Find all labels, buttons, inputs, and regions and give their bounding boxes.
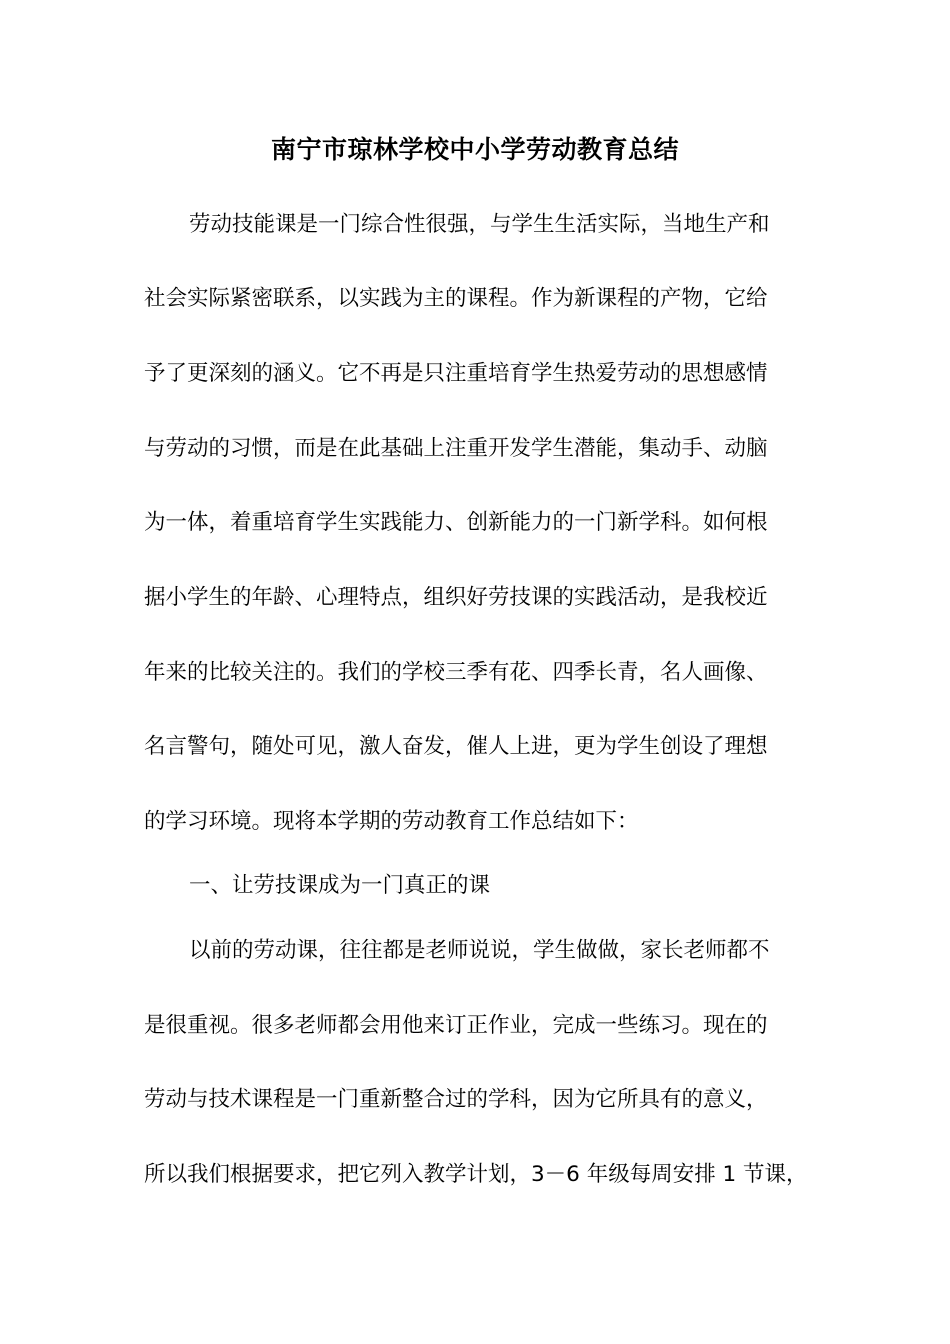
paragraph-line: 名言警句，随处可见，激人奋发，催人上进，更为学生创设了理想	[144, 734, 768, 759]
paragraph-line: 社会实际紧密联系，以实践为主的课程。作为新课程的产物，它给	[144, 286, 768, 311]
section-heading: 一、让劳技课成为一门真正的课	[189, 873, 491, 898]
paragraph-line: 予了更深刻的涵义。它不再是只注重培育学生热爱劳动的思想感情	[144, 361, 768, 386]
paragraph-line: 与劳动的习惯，而是在此基础上注重开发学生潜能，集动手、动脑	[144, 436, 768, 461]
paragraph-line: 据小学生的年龄、心理特点，组织好劳技课的实践活动，是我校近	[144, 585, 768, 610]
paragraph-line: 以前的劳动课，往往都是老师说说，学生做做，家长老师都不	[189, 938, 770, 963]
paragraph-line: 是很重视。很多老师都会用他来订正作业，完成一些练习。现在的	[144, 1013, 768, 1038]
paragraph-line: 所以我们根据要求，把它列入教学计划，3－6 年级每周安排 1 节课，	[144, 1162, 808, 1187]
paragraph-line: 年来的比较关注的。我们的学校三季有花、四季长青，名人画像、	[144, 660, 768, 685]
paragraph-line: 的学习环境。现将本学期的劳动教育工作总结如下：	[144, 809, 639, 834]
paragraph-line: 劳动技能课是一门综合性很强，与学生生活实际，当地生产和	[189, 212, 770, 237]
paragraph-line: 为一体，着重培育学生实践能力、创新能力的一门新学科。如何根	[144, 510, 768, 535]
paragraph-line: 劳动与技术课程是一门重新整合过的学科，因为它所具有的意义，	[144, 1087, 768, 1112]
document-title: 南宁市琼林学校中小学劳动教育总结	[270, 135, 679, 164]
